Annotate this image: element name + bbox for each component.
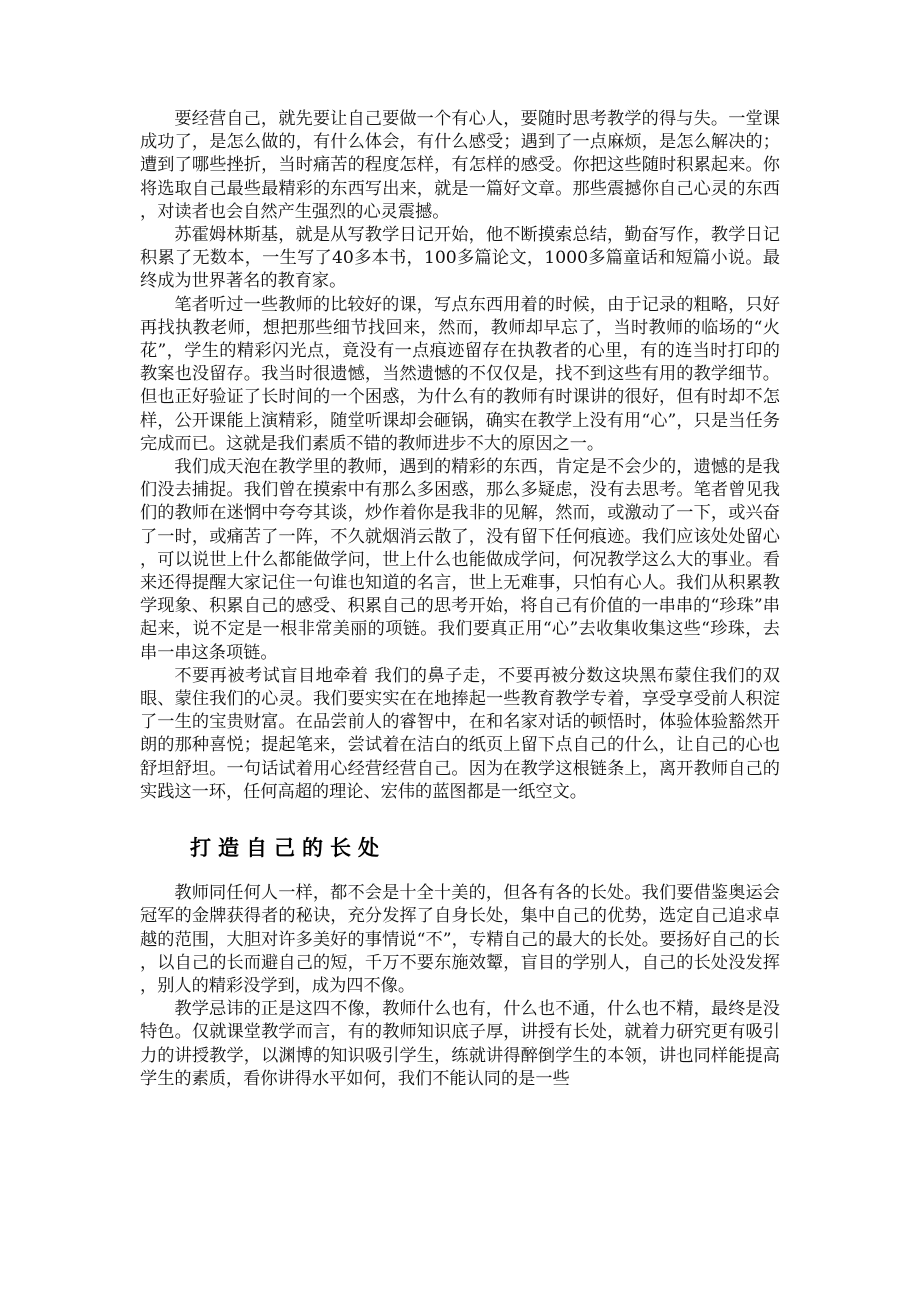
paragraph: 教师同任何人一样，都不会是十全十美的，但各有各的长处。我们要借鉴奥运会冠军的金牌获得者的秘诀，充分发挥了自身长处，集中自己的优势，选定自己追求卓越的范围，大胆对许多美好的事情说“不”，专精自己的最大的长处。要扬好自己的长，以自己的长而避自己的短，千万不要东施效颦，盲目的学别人，自己的长处没发挥，别人的精彩没学到，成为四不像。: [140, 883, 780, 996]
paragraph: 不要再被考试盲目地牵着 我们的鼻子走，不要再被分数这块黑布蒙住我们的双眼、蒙住我们的心灵。我们要实实在在地捧起一些教育教学专着，享受享受前人积淀了一生的宝贵财富。在品尝前人的睿智中，在和名家对话的顿悟时，体验体验豁然开朗的那种喜悦；提起笔来，尝试着在洁白的纸页上留下点自己的什么，让自己的心也舒坦舒坦。一句话试着用心经营经营自己。因为在教学这根链条上，离开教师自己的实践这一环，任何高超的理论、宏伟的蓝图都是一纸空文。: [140, 665, 780, 802]
section-strengths: [140, 882, 780, 1091]
section-heading: 打造自己的长处: [190, 835, 386, 861]
paragraph: 教学忌讳的正是这四不像，教师什么也有，什么也不通，什么也不精，最终是没特色。仅就课堂教学而言，有的教师知识底子厚，讲授有长处，就着力研究更有吸引力的讲授教学，以渊博的知识吸引学生，练就讲得醉倒学生的本领，讲也同样能提高学生的素质，看你讲得水平如何，我们不能认同的是一些: [140, 999, 780, 1089]
paragraph: 我们成天泡在教学里的教师，遇到的精彩的东西，肯定是不会少的，遗憾的是我们没去捕捉。我们曾在摸索中有那么多困惑，那么多疑虑，没有去思考。笔者曾见我们的教师在迷惘中夸夸其谈，炒作着你是我非的见解，然而，或激动了一下，或兴奋了一时，或痛苦了一阵，不久就烟消云散了，没有留下任何痕迹。我们应该处处留心，可以说世上什么都能做学问，世上什么也能做成学问，何况教学这么大的事业。看来还得提醒大家记住一句谁也知道的名言，世上无难事，只怕有心人。我们从积累教学现象、积累自己的感受、积累自己的思考开始，将自己有价值的一串串的“珍珠”串起来，说不定是一根非常美丽的项链。我们要真正用“心”去收集收集这些“珍珠，去串一串这条项链。: [140, 457, 780, 663]
paragraph: 苏霍姆林斯基，就是从写教学日记开始，他不断摸索总结，勤奋写作，教学日记积累了无数本，一生写了40多本书，100多篇论文，1000多篇童话和短篇小说。最终成为世界著名的教育家。: [140, 225, 780, 292]
paragraph: 笔者听过一些教师的比较好的课，写点东西用着的时候，由于记录的粗略，只好再找执教老师，想把那些细节找回来，然而，教师却早忘了，当时教师的临场的“火花”，学生的精彩闪光点，竟没有一点痕迹留存在执教者的心里，有的连当时打印的教案也没留存。我当时很遗憾，当然遗憾的不仅仅是，找不到这些有用的教学细节。但也正好验证了长时间的一个困惑，为什么有的教师有时课讲的很好，但有时却不怎样，公开课能上演精彩，随堂听课却会砸锅，确实在教学上没有用“心”，只是当任务完成而已。这就是我们素质不错的教师进步不大的原因之一。: [140, 294, 780, 454]
paragraph: 要经营自己，就先要让自己要做一个有心人，要随时思考教学的得与失。一堂课成功了，是怎么做的，有什么体会，有什么感受；遇到了一点麻烦，是怎么解决的；遭到了哪些挫折，当时痛苦的程度怎样，有怎样的感受。你把这些随时积累起来。你将选取自己最些最精彩的东西写出来，就是一篇好文章。那些震撼你自己心灵的东西，对读者也会自然产生强烈的心灵震撼。: [140, 109, 780, 222]
section-continuation: [140, 108, 780, 804]
document-page: [140, 108, 780, 1091]
